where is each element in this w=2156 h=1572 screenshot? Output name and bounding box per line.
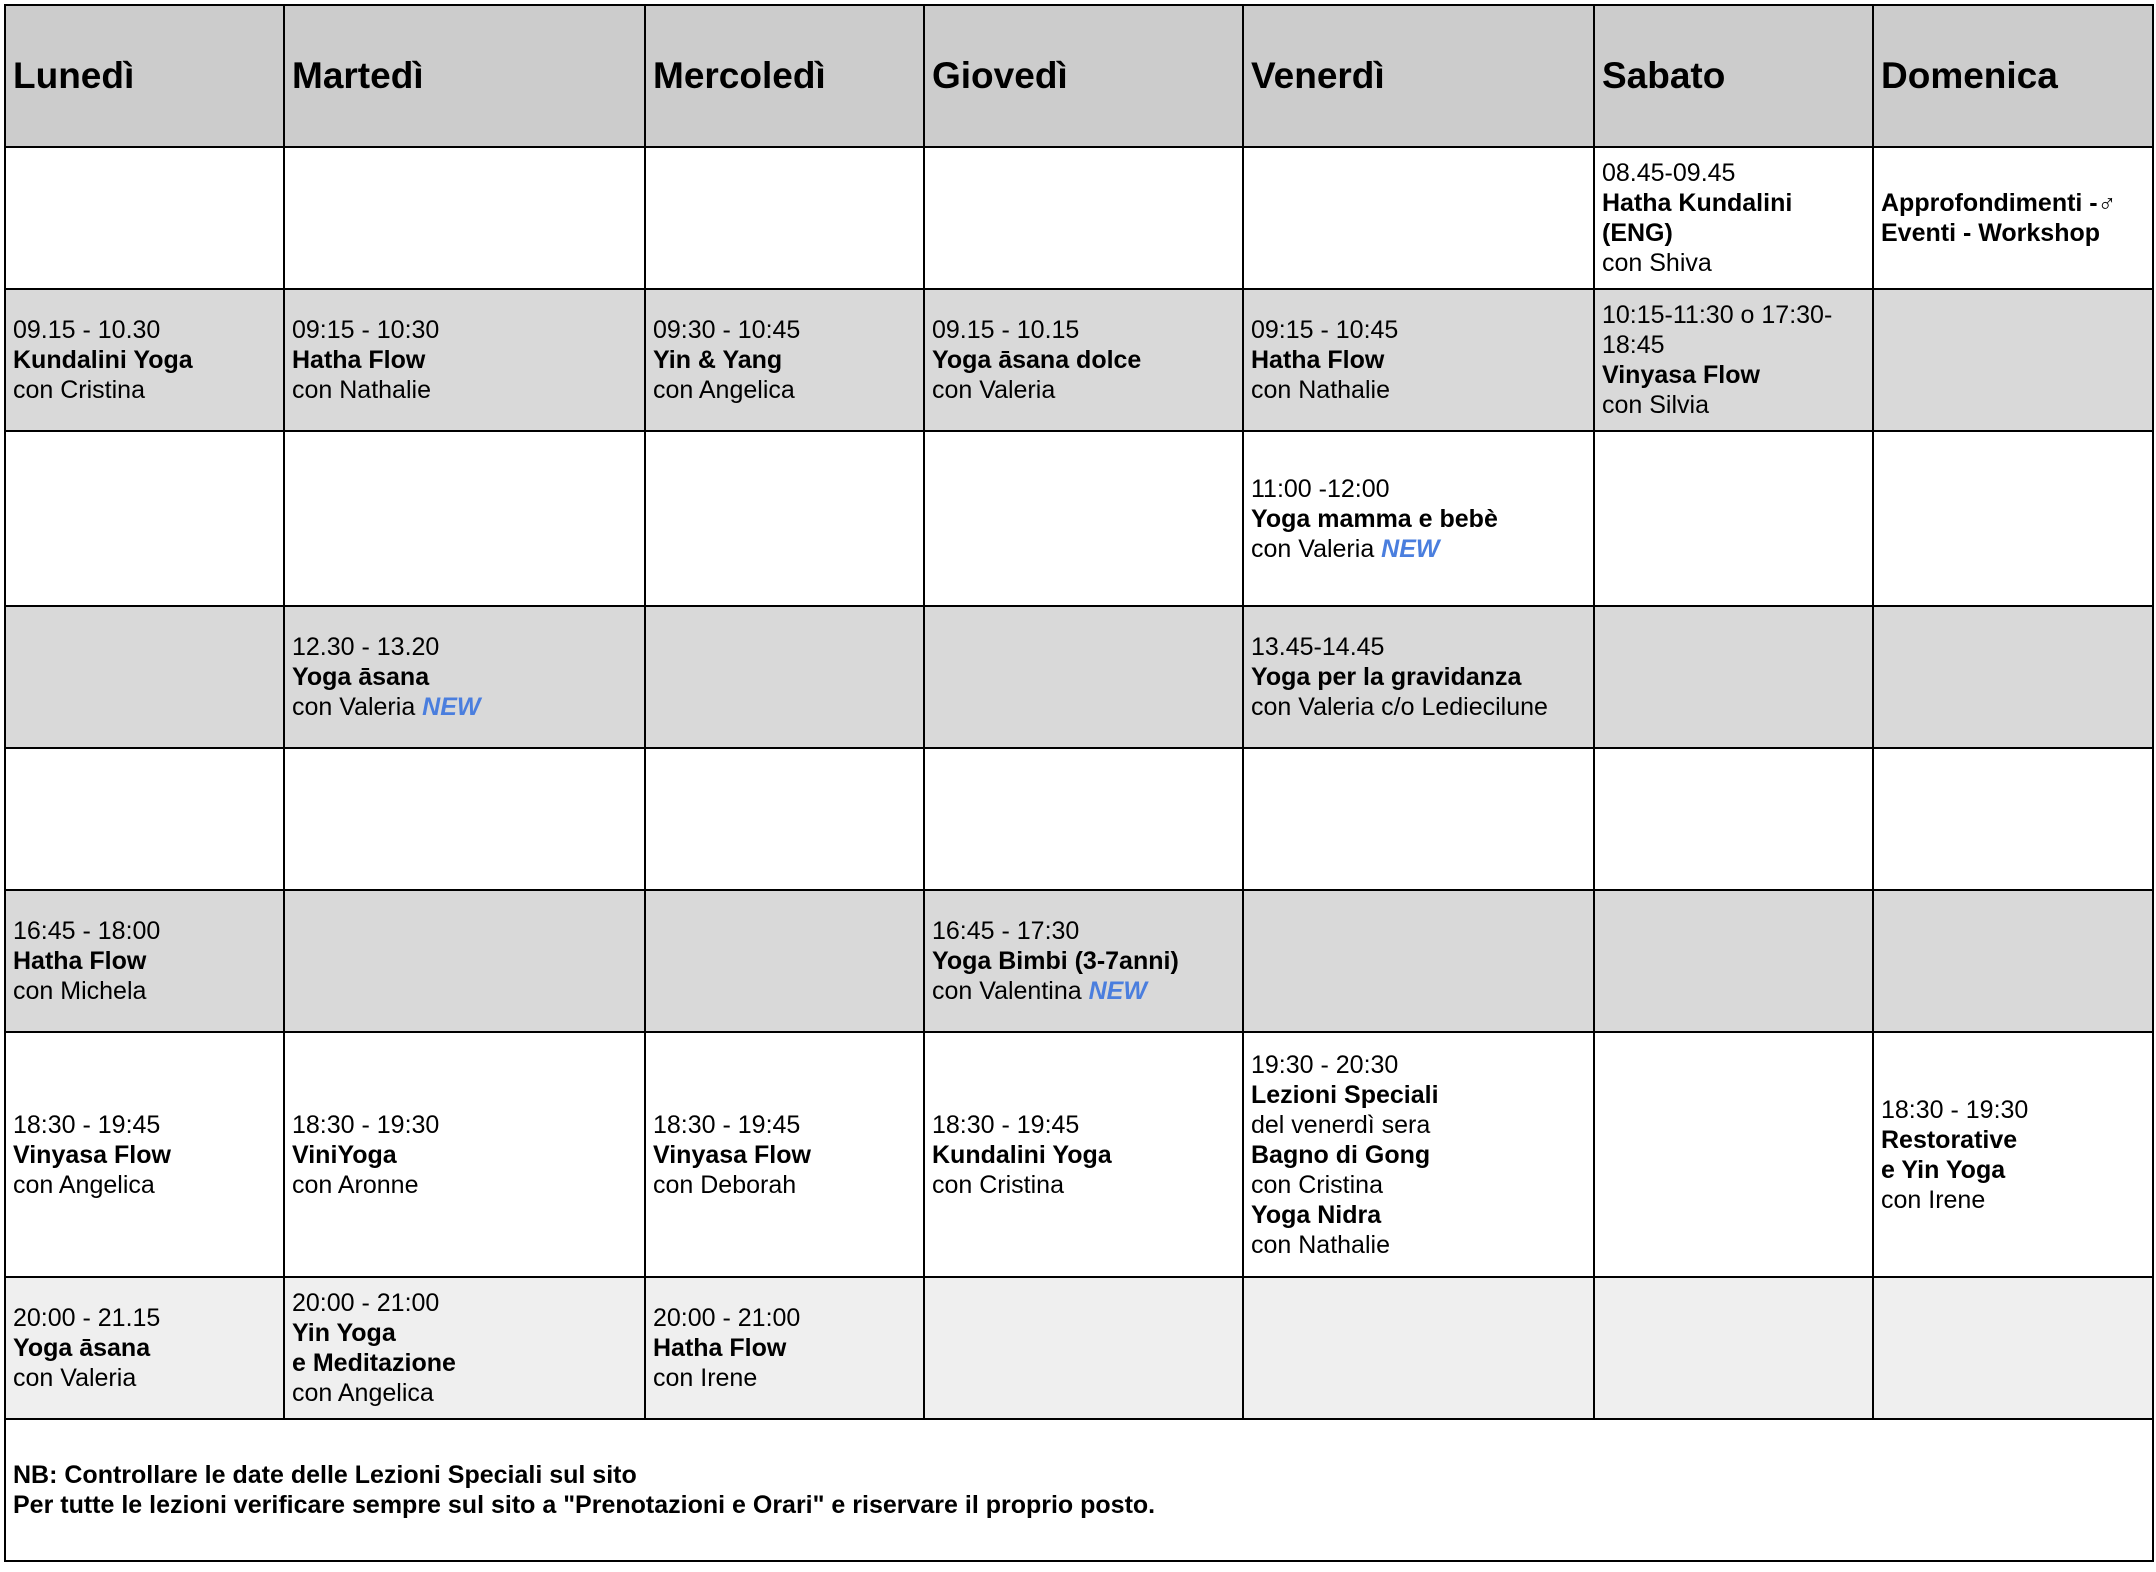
class-teacher: con Angelica	[653, 376, 795, 404]
class-cell-sat-0845	[1594, 147, 1873, 289]
empty-cell	[5, 431, 284, 606]
events-label: Eventi - Workshop	[1881, 219, 2101, 247]
day-header-friday: Venerdì	[1243, 5, 1594, 147]
empty-cell	[1243, 890, 1594, 1032]
day-header-tuesday: Martedì	[284, 5, 645, 147]
empty-cell	[924, 1277, 1243, 1419]
class-teacher: con Valeria	[292, 693, 416, 721]
class-title: Kundalini Yoga	[932, 1140, 1112, 1169]
empty-cell	[645, 890, 924, 1032]
empty-cell	[924, 606, 1243, 748]
class-title: e Meditazione	[292, 1349, 456, 1377]
class-cell-mon-2000	[5, 1277, 284, 1419]
class-teacher: con Irene	[653, 1364, 758, 1392]
class-time: 10:15-11:30 o 17:30-	[1602, 301, 1833, 329]
class-teacher: con Deborah	[653, 1170, 797, 1199]
special-event-title: Bagno di Gong	[1251, 1140, 1431, 1169]
class-cell-tue-1830	[284, 1032, 645, 1277]
empty-cell	[1594, 1032, 1873, 1277]
new-badge: NEW	[1381, 534, 1440, 563]
class-time: 09.15 - 10.30	[13, 316, 161, 344]
class-teacher: con Valentina	[932, 977, 1082, 1005]
schedule-row	[5, 1032, 2153, 1277]
empty-cell	[1873, 289, 2153, 431]
class-time: 09:15 - 10:30	[292, 316, 440, 344]
class-title: Hatha Flow	[13, 947, 147, 975]
empty-cell	[1594, 1277, 1873, 1419]
class-teacher-line	[1251, 534, 1593, 564]
class-time: 18:45	[1602, 331, 1665, 359]
class-teacher: con Nathalie	[292, 376, 431, 404]
class-title: Hatha Flow	[292, 346, 426, 374]
class-time: 08.45-09.45	[1602, 159, 1736, 187]
class-teacher: con Michela	[13, 977, 147, 1005]
events-cell-sunday	[1873, 147, 2153, 289]
class-teacher: con Aronne	[292, 1170, 419, 1199]
empty-cell	[1873, 890, 2153, 1032]
empty-cell	[1243, 147, 1594, 289]
class-teacher: con Irene	[1881, 1185, 1986, 1214]
class-title: Hatha Flow	[1251, 346, 1385, 374]
class-title: Restorative	[1881, 1125, 2018, 1154]
class-cell-tue-0915	[284, 289, 645, 431]
day-header-wednesday: Mercoledì	[645, 5, 924, 147]
empty-cell	[1594, 431, 1873, 606]
empty-cell	[1594, 748, 1873, 890]
schedule-row	[5, 1277, 2153, 1419]
empty-cell	[924, 147, 1243, 289]
class-time: 20:00 - 21:00	[653, 1304, 801, 1332]
class-cell-sat-1015	[1594, 289, 1873, 431]
empty-cell	[924, 431, 1243, 606]
class-cell-mon-0915	[5, 289, 284, 431]
class-subtitle: del venerdì sera	[1251, 1110, 1431, 1139]
empty-cell	[284, 431, 645, 606]
class-cell-wed-1830	[645, 1032, 924, 1277]
class-teacher: con Valeria	[932, 376, 1056, 404]
class-time: 13.45-14.45	[1251, 633, 1385, 661]
class-cell-thu-1830	[924, 1032, 1243, 1277]
schedule-row	[5, 748, 2153, 890]
class-cell-fri-0915	[1243, 289, 1594, 431]
empty-cell	[1243, 1277, 1594, 1419]
class-cell-fri-1930	[1243, 1032, 1594, 1277]
class-time: 11:00 -12:00	[1251, 474, 1390, 503]
class-time: 18:30 - 19:30	[292, 1110, 440, 1139]
empty-cell	[1873, 431, 2153, 606]
class-time: 09:15 - 10:45	[1251, 316, 1399, 344]
class-teacher: con Valeria	[1251, 534, 1375, 563]
empty-cell	[1873, 606, 2153, 748]
class-title: (ENG)	[1602, 219, 1673, 247]
special-event-title: Yoga Nidra	[1251, 1200, 1382, 1229]
empty-cell	[1873, 1277, 2153, 1419]
header-row	[5, 5, 2153, 147]
new-badge: NEW	[1088, 977, 1147, 1005]
class-title: Vinyasa Flow	[13, 1140, 171, 1169]
class-title: Yin & Yang	[653, 346, 783, 374]
class-time: 19:30 - 20:30	[1251, 1050, 1399, 1079]
day-header-sunday: Domenica	[1873, 5, 2153, 147]
footer-note-line: Per tutte le lezioni verificare sempre sul sito a "Prenotazioni e Orari" e riservare il proprio posto.	[13, 1491, 1156, 1519]
footer-row	[5, 1419, 2153, 1561]
class-teacher: con Shiva	[1602, 249, 1712, 277]
class-time: 18:30 - 19:45	[13, 1110, 161, 1139]
class-teacher: con Silvia	[1602, 391, 1709, 419]
schedule-row	[5, 289, 2153, 431]
class-cell-mon-1645	[5, 890, 284, 1032]
yoga-schedule-table	[4, 4, 2154, 1562]
empty-cell	[284, 748, 645, 890]
class-teacher: con Valeria c/o Lediecilune	[1251, 693, 1548, 721]
class-cell-sun-1830	[1873, 1032, 2153, 1277]
empty-cell	[284, 147, 645, 289]
class-time: 16:45 - 18:00	[13, 917, 161, 945]
schedule-row	[5, 431, 2153, 606]
class-title: Yin Yoga	[292, 1319, 396, 1347]
schedule-row	[5, 606, 2153, 748]
footer-note	[5, 1419, 2153, 1561]
class-cell-wed-0930	[645, 289, 924, 431]
empty-cell	[645, 606, 924, 748]
class-title: Vinyasa Flow	[653, 1140, 811, 1169]
class-cell-fri-1100	[1243, 431, 1594, 606]
schedule-row	[5, 890, 2153, 1032]
class-time: 20:00 - 21.15	[13, 1304, 161, 1332]
schedule-row	[5, 147, 2153, 289]
class-time: 18:30 - 19:45	[653, 1110, 801, 1139]
class-teacher: con Angelica	[13, 1170, 155, 1199]
empty-cell	[645, 748, 924, 890]
class-time: 09.15 - 10.15	[932, 316, 1080, 344]
empty-cell	[1594, 890, 1873, 1032]
empty-cell	[1243, 748, 1594, 890]
class-cell-wed-2000	[645, 1277, 924, 1419]
day-header-monday: Lunedì	[5, 5, 284, 147]
class-title: Yoga āsana	[13, 1334, 151, 1362]
class-teacher: con Nathalie	[1251, 1230, 1390, 1259]
class-title: Yoga āsana dolce	[932, 346, 1142, 374]
events-label: Approfondimenti -♂	[1881, 189, 2117, 217]
day-header-thursday: Giovedì	[924, 5, 1243, 147]
class-cell-thu-1645	[924, 890, 1243, 1032]
class-time: 16:45 - 17:30	[932, 917, 1080, 945]
class-teacher: con Valeria	[13, 1364, 137, 1392]
class-title: Hatha Kundalini	[1602, 189, 1793, 217]
class-title: Yoga Bimbi (3-7anni)	[932, 947, 1179, 975]
class-title: Vinyasa Flow	[1602, 361, 1760, 389]
empty-cell	[5, 606, 284, 748]
class-cell-tue-2000	[284, 1277, 645, 1419]
class-teacher-line	[932, 976, 1242, 1006]
empty-cell	[284, 890, 645, 1032]
empty-cell	[5, 748, 284, 890]
empty-cell	[645, 431, 924, 606]
class-title: Yoga mamma e bebè	[1251, 504, 1498, 533]
empty-cell	[645, 147, 924, 289]
class-cell-fri-1345	[1243, 606, 1594, 748]
class-teacher: con Nathalie	[1251, 376, 1390, 404]
new-badge: NEW	[422, 693, 481, 721]
empty-cell	[924, 748, 1243, 890]
class-time: 09:30 - 10:45	[653, 316, 801, 344]
class-teacher: con Cristina	[13, 376, 145, 404]
class-time: 18:30 - 19:30	[1881, 1095, 2029, 1124]
class-time: 18:30 - 19:45	[932, 1110, 1080, 1139]
class-teacher: con Cristina	[932, 1170, 1064, 1199]
class-cell-mon-1830	[5, 1032, 284, 1277]
class-time: 12.30 - 13.20	[292, 633, 440, 661]
class-title: Yoga per la gravidanza	[1251, 663, 1522, 691]
empty-cell	[5, 147, 284, 289]
footer-note-line: NB: Controllare le date delle Lezioni Speciali sul sito	[13, 1461, 637, 1489]
empty-cell	[1873, 748, 2153, 890]
class-teacher: con Cristina	[1251, 1170, 1383, 1199]
class-teacher: con Angelica	[292, 1379, 434, 1407]
class-title: ViniYoga	[292, 1140, 397, 1169]
class-title: e Yin Yoga	[1881, 1155, 2006, 1184]
class-teacher-line	[292, 692, 644, 722]
class-title: Lezioni Speciali	[1251, 1080, 1439, 1109]
class-title: Hatha Flow	[653, 1334, 787, 1362]
class-cell-thu-0915	[924, 289, 1243, 431]
empty-cell	[1594, 606, 1873, 748]
day-header-saturday: Sabato	[1594, 5, 1873, 147]
class-title: Yoga āsana	[292, 663, 430, 691]
class-time: 20:00 - 21:00	[292, 1289, 440, 1317]
class-title: Kundalini Yoga	[13, 346, 193, 374]
class-cell-tue-1230	[284, 606, 645, 748]
